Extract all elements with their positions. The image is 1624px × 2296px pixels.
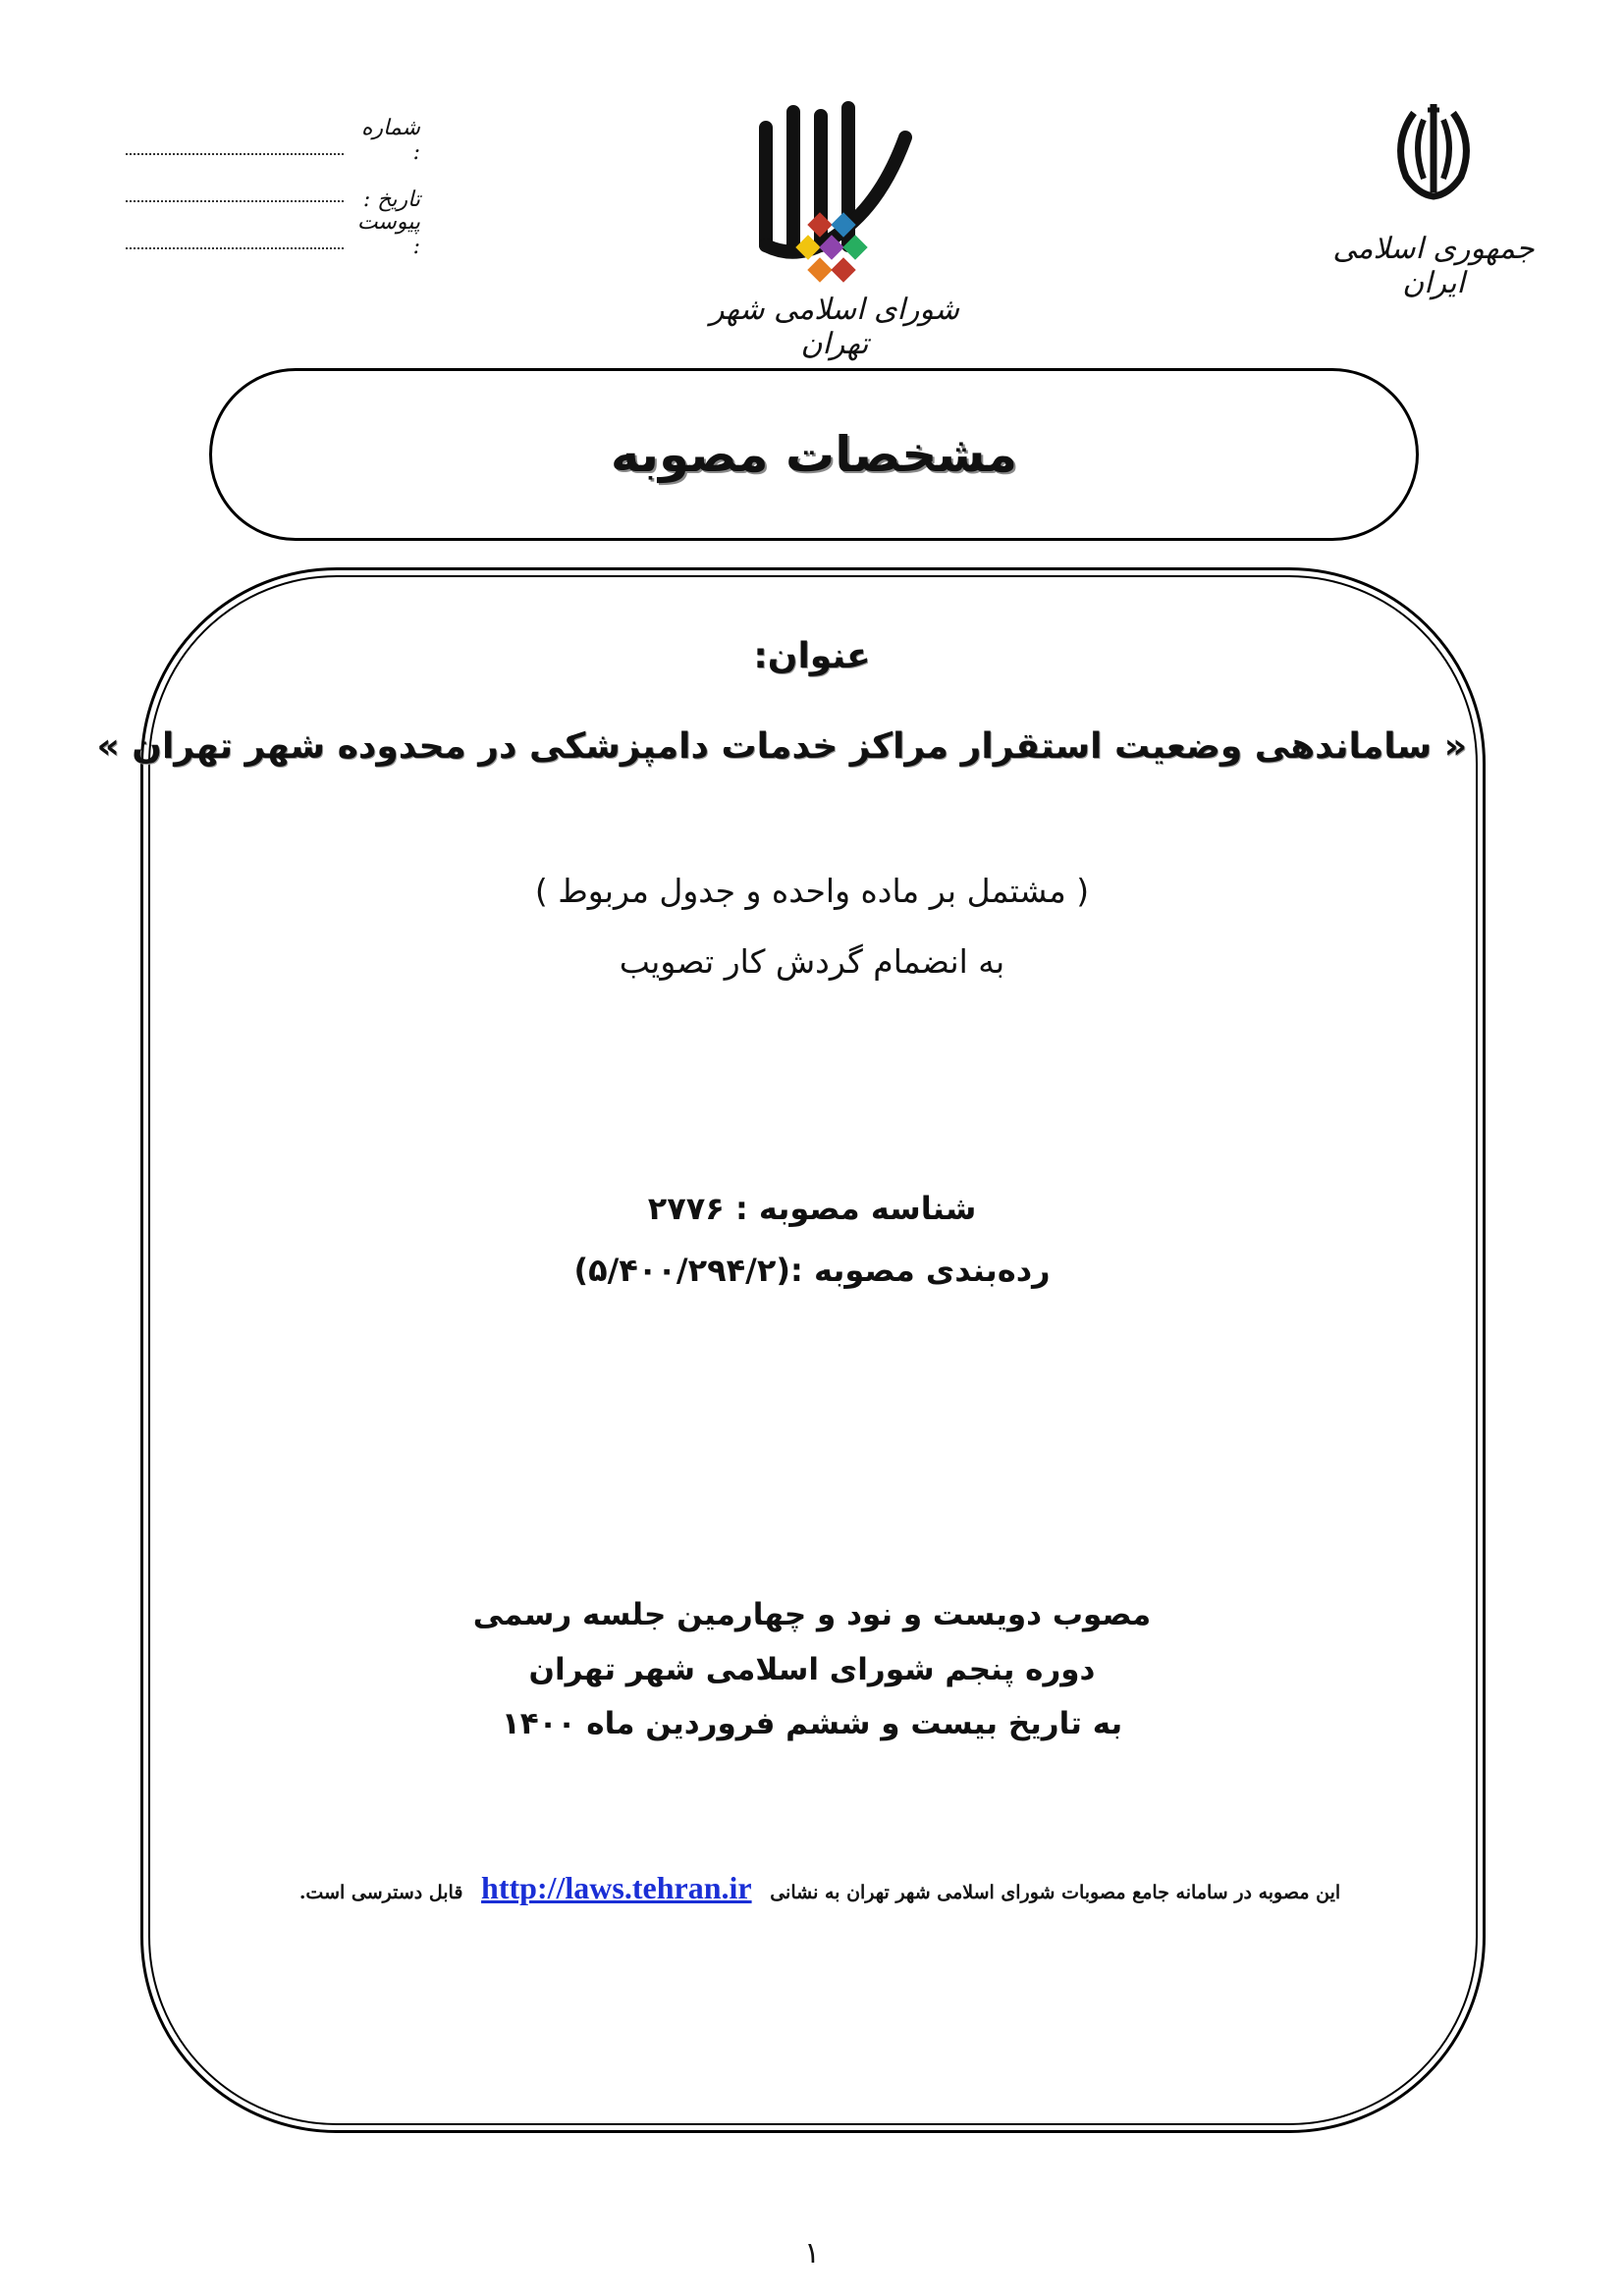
session-line: مصوب دویست و نود و چهارمین جلسه رسمی [472,1597,1152,1632]
number-field [126,116,420,165]
page-number: ۱ [803,2236,821,2270]
attachment-field [126,210,420,259]
attachment-label: پیوست : [356,210,420,259]
emblem-icon [1384,98,1483,206]
laws-link[interactable]: http://laws.tehran.ir [481,1870,752,1905]
access-note-after: قابل دسترسی است. [298,1882,463,1903]
workflow-note: به انضمام گردش کار تصویب [619,942,1005,981]
title-capsule [209,368,1419,541]
access-note [255,1870,1384,1906]
approval-classification: رده‌بندی مصوبه :(۵/۴۰۰/۲۹۴/۲) [573,1252,1051,1289]
national-emblem [1316,98,1551,300]
document-title: مشخصات مصوبه [610,426,1018,483]
number-label: شماره : [360,116,420,165]
council-term-line: دوره پنجم شورای اسلامی شهر تهران [528,1652,1096,1687]
access-note-before: این مصوبه در سامانه جامع مصوبات شورای اسلامی شهر تهران به نشانی [770,1882,1341,1903]
number-dots [126,153,344,155]
approval-id: شناسه مصوبه : ۲۷۷۶ [647,1190,977,1227]
contents-note: ( مشتمل بر ماده واحده و جدول مربوط ) [534,872,1090,910]
date-label: تاریخ : [362,187,420,212]
approval-date-line: به تاریخ بیست و ششم فروردین ماه ۱۴۰۰ [501,1706,1123,1741]
subject-title: « ساماندهی وضعیت استقرار مراکز خدمات دامپزشکی در محدوده شهر تهران » [96,726,1467,767]
council-logo [687,98,982,361]
council-name: شورای اسلامی شهر تهران [710,293,959,361]
reference-fields [126,116,420,261]
attachment-dots [126,247,344,249]
subject-label: عنوان: [753,636,871,676]
date-dots [126,200,344,202]
country-name: جمهوری اسلامی ایران [1332,232,1535,300]
council-logo-icon [746,98,923,285]
date-field [126,167,420,212]
